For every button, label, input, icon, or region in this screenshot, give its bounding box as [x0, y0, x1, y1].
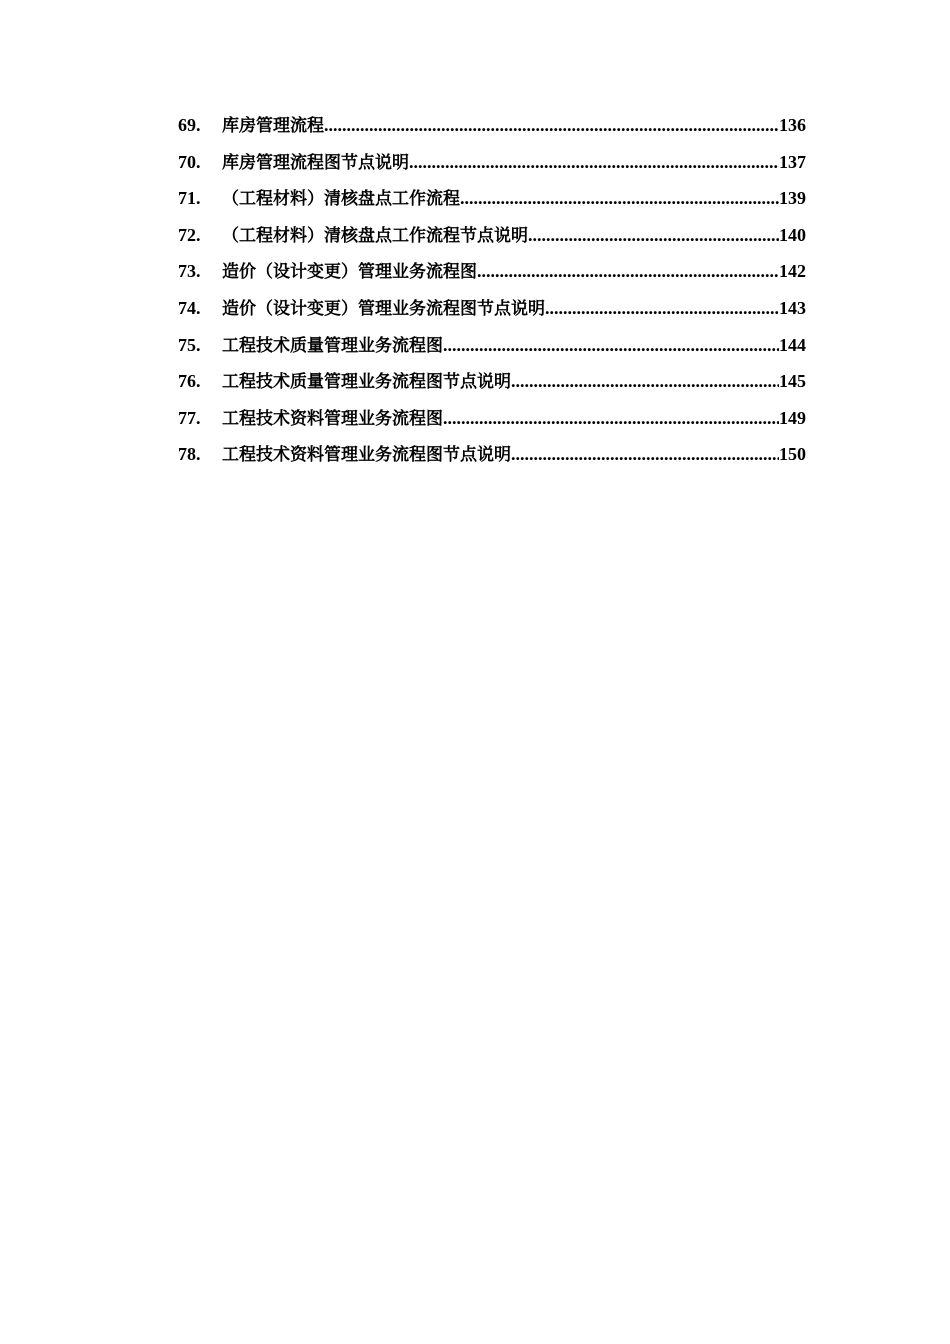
toc-entry-page: 149 — [779, 407, 806, 428]
toc-entry-number: 70. — [178, 151, 201, 172]
toc-entry-76[interactable] — [178, 367, 806, 404]
toc-entry-number: 69. — [178, 115, 201, 135]
toc-entry-title: 工程技术质量管理业务流程图 — [222, 335, 443, 356]
toc-entry-number: 73. — [178, 261, 201, 282]
toc-entry-70[interactable] — [178, 148, 806, 185]
toc-entry-page: 136 — [779, 115, 806, 135]
toc-entry-title: （工程材料）清核盘点工作流程节点说明 — [222, 225, 528, 246]
toc-dot-leader — [443, 408, 779, 429]
toc-entry-page: 145 — [779, 371, 806, 392]
toc-entry-title: 造价（设计变更）管理业务流程图 — [222, 262, 477, 283]
toc-entry-title: 工程技术资料管理业务流程图 — [222, 408, 443, 429]
toc-entry-title: 工程技术资料管理业务流程图节点说明 — [222, 445, 511, 466]
table-of-contents — [178, 111, 806, 477]
toc-entry-page: 139 — [779, 188, 806, 209]
toc-entry-title: 工程技术质量管理业务流程图节点说明 — [222, 372, 511, 393]
toc-entry-title: 库房管理流程图节点说明 — [222, 152, 409, 173]
toc-entry-72[interactable] — [178, 221, 806, 258]
toc-dot-leader — [324, 115, 779, 136]
toc-entry-69[interactable] — [178, 111, 806, 148]
toc-entry-number: 75. — [178, 334, 201, 355]
toc-dot-leader — [545, 298, 779, 319]
toc-entry-number: 71. — [178, 188, 201, 209]
toc-entry-number: 77. — [178, 407, 201, 428]
toc-dot-leader — [460, 188, 779, 209]
toc-entry-page: 150 — [779, 444, 806, 465]
toc-entry-77[interactable] — [178, 404, 806, 441]
toc-entry-71[interactable] — [178, 184, 806, 221]
toc-entry-number: 72. — [178, 224, 201, 245]
toc-entry-74[interactable] — [178, 294, 806, 331]
toc-entry-number: 74. — [178, 297, 201, 318]
toc-entry-page: 140 — [779, 224, 806, 245]
toc-entry-page: 143 — [779, 297, 806, 318]
toc-entry-number: 78. — [178, 444, 201, 465]
toc-dot-leader — [511, 444, 779, 465]
toc-entry-75[interactable] — [178, 331, 806, 368]
toc-dot-leader — [443, 335, 779, 356]
toc-dot-leader — [511, 371, 779, 392]
toc-entry-number: 76. — [178, 371, 201, 392]
toc-entry-73[interactable] — [178, 257, 806, 294]
toc-entry-title: （工程材料）清核盘点工作流程 — [222, 189, 460, 210]
toc-entry-title: 库房管理流程 — [222, 116, 324, 136]
toc-entry-title: 造价（设计变更）管理业务流程图节点说明 — [222, 298, 545, 319]
toc-dot-leader — [409, 152, 779, 173]
toc-dot-leader — [528, 225, 779, 246]
toc-dot-leader — [477, 261, 779, 282]
toc-entry-page: 144 — [779, 334, 806, 355]
toc-entry-page: 137 — [779, 151, 806, 172]
toc-entry-page: 142 — [779, 261, 806, 282]
toc-entry-78[interactable] — [178, 440, 806, 477]
